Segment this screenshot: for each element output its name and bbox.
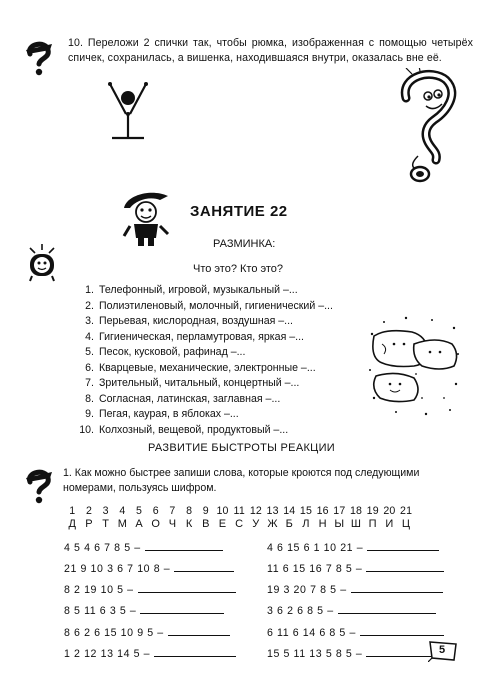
question-mark-character-illustration	[392, 68, 464, 186]
list-item: 3. Перьевая, кислородная, воздушная –...	[85, 315, 293, 327]
cipher-exercise-left: 8 5 11 6 3 5 –	[64, 603, 224, 617]
cipher-exercise-left: 21 9 10 3 6 7 10 8 –	[64, 561, 234, 575]
page-number-badge	[428, 640, 458, 662]
list-item: 8. Согласная, латинская, заглавная –...	[85, 392, 281, 405]
list-item: 5. Песок, кусковой, рафинад –...	[85, 346, 246, 358]
answer-line[interactable]	[145, 550, 223, 551]
list-item: 9. Пегая, каурая, в яблоках –...	[85, 408, 239, 420]
cipher-exercise-right: 11 6 15 16 7 8 5 –	[267, 561, 444, 575]
cipher-exercise-right: 15 5 11 13 5 8 5 –	[267, 646, 436, 660]
page-number: 5	[439, 644, 446, 656]
list-item: 10. Колхозный, вещевой, продуктовый –...	[79, 423, 289, 436]
warmup-heading: РАЗМИНКА:	[213, 238, 276, 250]
warmup-question: Что это? Кто это?	[193, 263, 284, 275]
answer-line[interactable]	[168, 635, 230, 636]
answer-line[interactable]	[360, 635, 444, 636]
cipher-exercise-left: 1 2 12 13 14 5 –	[64, 646, 236, 660]
cipher-exercise-right: 6 11 6 14 6 8 5 –	[267, 625, 444, 639]
list-item: 6. Кварцевые, механические, электронные –...	[85, 361, 316, 374]
speed-section-heading: РАЗВИТИЕ БЫСТРОТЫ РЕАКЦИИ	[148, 442, 336, 454]
task-1-text: 1. Как можно быстрее запиши слова, которые кроются под следующими номерами, пользуясь шифром.	[63, 467, 420, 494]
question-thinking-icon	[24, 40, 54, 76]
question-thinking-icon	[24, 468, 54, 504]
list-item: 2. Полиэтиленовый, молочный, гигиенический –...	[85, 299, 333, 312]
answer-line[interactable]	[351, 592, 443, 593]
list-item: 7. Зрительный, читальный, концертный –...	[85, 377, 300, 389]
cipher-exercise-left: 8 6 2 6 15 10 9 5 –	[64, 625, 230, 639]
answer-line[interactable]	[367, 550, 439, 551]
cipher-letters-row: Д Р Т М А О Ч К В Е С У Ж Б Л Н Ы Ш П И Ц	[68, 518, 411, 530]
answer-line[interactable]	[174, 571, 234, 572]
answer-line[interactable]	[138, 592, 236, 593]
lesson-title: ЗАНЯТИЕ 22	[190, 203, 288, 220]
cipher-exercise-right: 3 6 2 6 8 5 –	[267, 603, 436, 617]
cipher-exercise-left: 4 5 4 6 7 8 5 –	[64, 540, 223, 554]
list-item: 1. Телефонный, игровой, музыкальный –...	[85, 284, 298, 296]
pillows-illustration	[366, 314, 462, 418]
cipher-exercise-right: 19 3 20 7 8 5 –	[267, 582, 443, 596]
list-item: 4. Гигиеническая, перламутровая, яркая –...	[85, 330, 304, 343]
matchstick-glass-illustration	[104, 80, 152, 144]
answer-line[interactable]	[140, 613, 224, 614]
answer-line[interactable]	[366, 571, 444, 572]
boy-character-illustration	[120, 186, 176, 248]
cipher-numbers-row: 1 2 3 4 5 6 7 8 9 10 11 12 13 14 15 16 17 18 19 20 21	[69, 505, 413, 517]
answer-line[interactable]	[338, 613, 436, 614]
answer-line[interactable]	[154, 656, 236, 657]
riddle-list	[78, 283, 378, 438]
answer-line[interactable]	[366, 656, 436, 657]
alarm-clock-icon	[26, 244, 58, 282]
cipher-exercise-left: 8 2 19 10 5 –	[64, 582, 236, 596]
cipher-exercise-right: 4 6 15 6 1 10 21 –	[267, 540, 439, 554]
task-10-text: 10. Переложи 2 спички так, чтобы рюмка, изображенная с помощью четырёх спичек, сохранилась, а вишенка, находившаяся внутри, оказалась вне её.	[68, 37, 473, 64]
